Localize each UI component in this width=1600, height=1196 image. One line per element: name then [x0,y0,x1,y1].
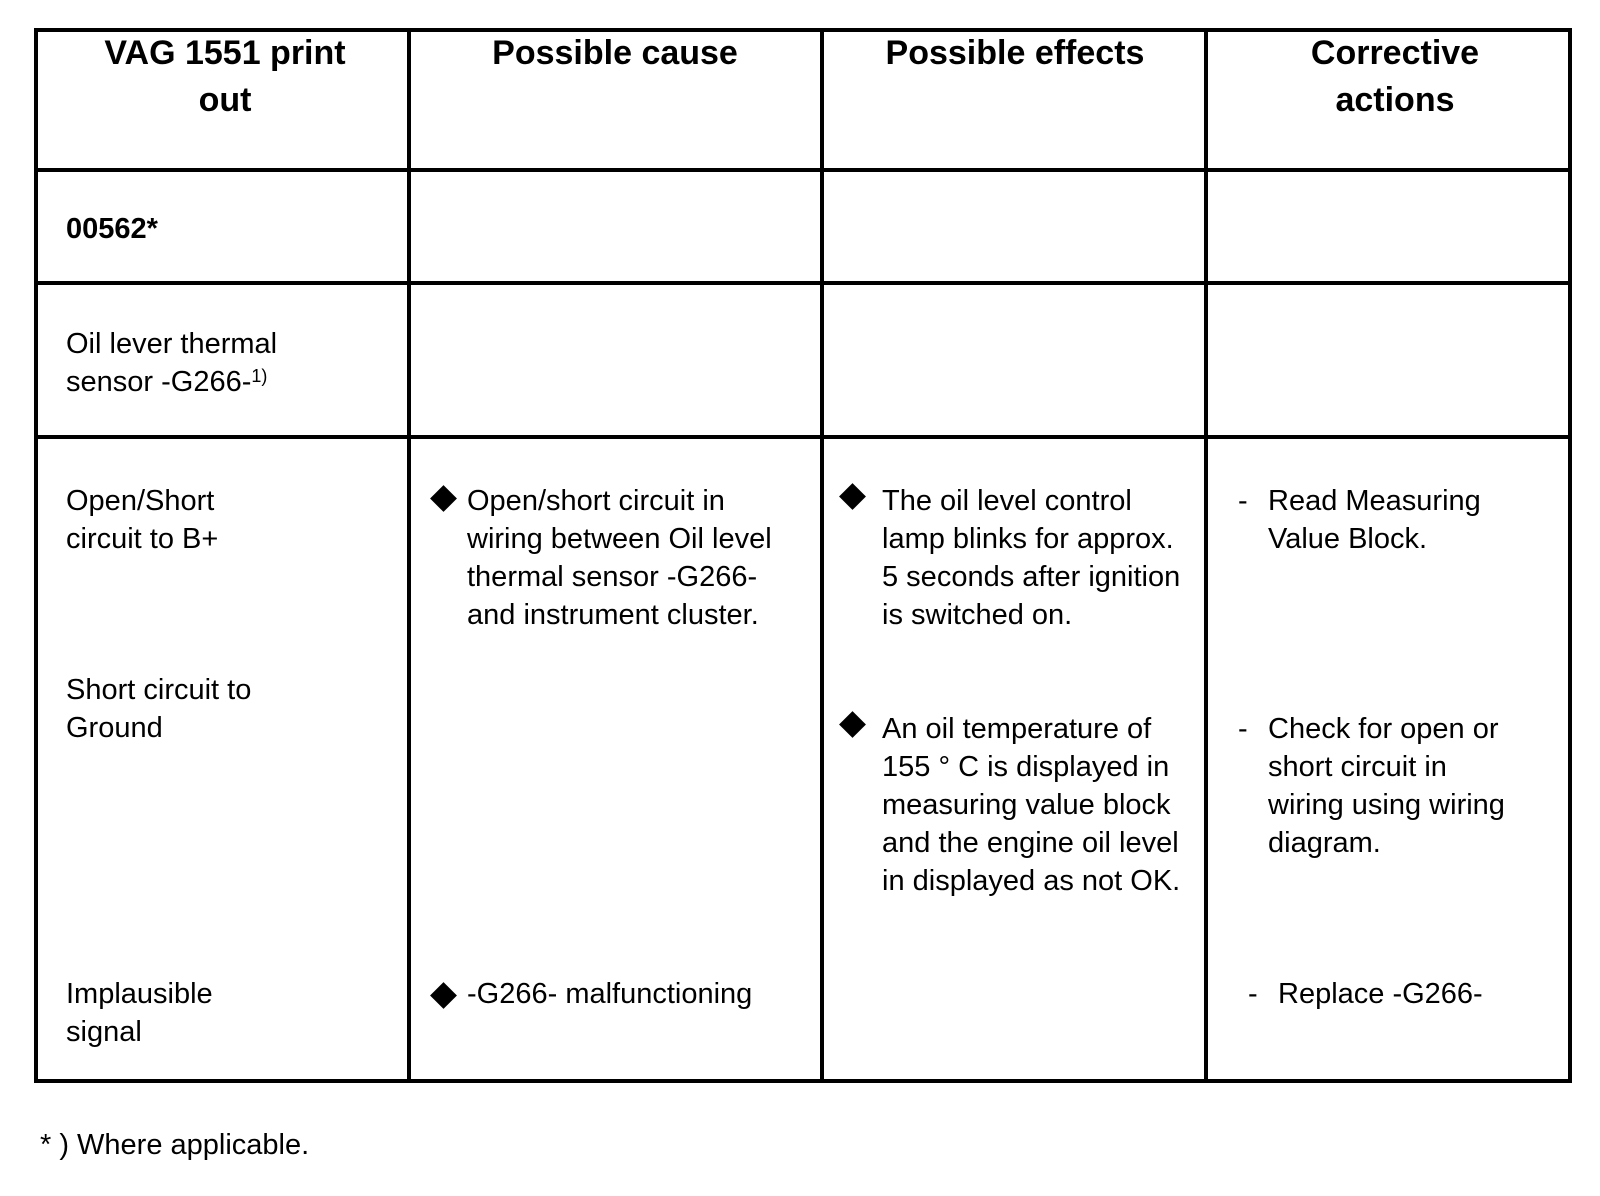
component-text: Oil lever thermal sensor -G266- [66,328,278,398]
component-name [66,325,326,401]
table-border-left [34,28,38,1083]
table-divider [34,168,1572,172]
cause-implausible: -G266- malfunctioning [467,978,753,1010]
header-effects: Possible effects [885,34,1145,72]
printout-implausible: Implausible signal [66,978,213,1048]
bullet-diamond-icon [430,485,457,512]
action-replace: Replace -G266- [1278,978,1483,1010]
bullet-diamond-icon [430,982,457,1009]
table-divider [34,435,1572,439]
component-footnote-ref: 1) [251,366,268,386]
effect-lamp-blinks: The oil level control lamp blinks for approx. 5 seconds after ignition is switched on. [882,485,1181,631]
action-read-block: Read Measuring Value Block. [1268,485,1481,555]
bullet-diamond-icon [839,483,866,510]
table-divider [407,28,411,1083]
table-divider [34,281,1572,285]
header-cause: Possible cause [492,34,738,72]
table-border-right [1568,28,1572,1083]
printout-short-ground: Short circuit to Ground [66,674,252,744]
header-printout: VAG 1551 print out [104,34,346,119]
bullet-dash-icon: - [1238,713,1248,745]
table-divider [1204,28,1208,1083]
footnote: * ) Where applicable. [40,1129,310,1161]
header-actions: Corrective actions [1310,34,1480,119]
effect-oil-temperature: An oil temperature of 155 ° C is displayed in measuring value block and the engine oil level in displayed as not OK. [882,713,1181,897]
action-check-wiring: Check for open or short circuit in wiring using wiring diagram. [1268,713,1505,859]
bullet-diamond-icon [839,711,866,738]
table-divider [820,28,824,1083]
printout-open-short: Open/Short circuit to B+ [66,485,219,555]
table-border-bottom [34,1079,1572,1083]
fault-code: 00562* [66,213,158,245]
bullet-dash-icon: - [1248,978,1258,1010]
bullet-dash-icon: - [1238,485,1248,517]
cause-open-short: Open/short circuit in wiring between Oil level thermal sensor -G266- and instrument cluster. [467,485,772,631]
